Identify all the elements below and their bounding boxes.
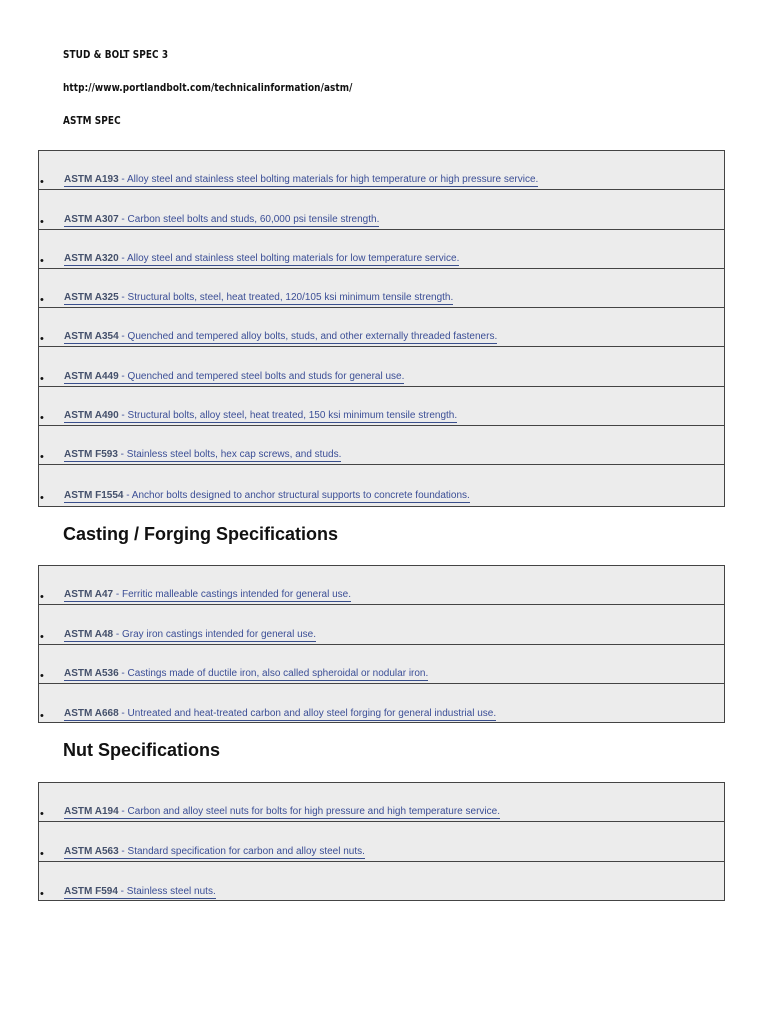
spec-code: ASTM A354 <box>64 331 119 343</box>
spec-link[interactable] <box>64 490 470 503</box>
spec-description: - Standard specification for carbon and alloy steel nuts. <box>118 845 365 857</box>
table-row <box>39 347 724 386</box>
bullet: • <box>40 669 44 682</box>
spec-link[interactable] <box>64 886 216 899</box>
table-row <box>39 684 724 723</box>
spec-link[interactable] <box>64 708 496 721</box>
table-row <box>39 151 724 190</box>
table-row <box>39 465 724 504</box>
spec-link[interactable] <box>64 410 457 423</box>
spec-code: ASTM F1554 <box>64 489 124 501</box>
bullet: • <box>40 491 44 504</box>
spec-link[interactable] <box>64 371 404 384</box>
table-row <box>39 269 724 308</box>
spec-description: - Carbon steel bolts and studs, 60,000 psi tensile strength. <box>118 213 380 225</box>
nut-spec-table <box>38 782 725 901</box>
spec-description: - Stainless steel nuts. <box>117 885 216 897</box>
spec-code: ASTM A320 <box>64 252 119 264</box>
bullet: • <box>40 887 44 900</box>
bullet: • <box>40 215 44 228</box>
table-row <box>39 645 724 684</box>
table-row <box>39 822 724 861</box>
spec-link[interactable] <box>64 846 365 859</box>
spec-description: - Anchor bolts designed to anchor structural supports to concrete foundations. <box>123 489 470 501</box>
spec-link[interactable] <box>64 253 459 266</box>
bullet: • <box>40 254 44 267</box>
spec-description: - Ferritic malleable castings intended for general use. <box>113 589 351 601</box>
bullet: • <box>40 630 44 643</box>
spec-code: ASTM A536 <box>64 667 119 679</box>
spec-code: ASTM A48 <box>64 628 114 640</box>
spec-description: - Structural bolts, alloy steel, heat treated, 150 ksi minimum tensile strength. <box>118 410 458 422</box>
spec-code: ASTM A490 <box>64 410 119 422</box>
spec-code: ASTM A307 <box>64 213 119 225</box>
spec-description: - Stainless steel bolts, hex cap screws, and studs. <box>117 449 342 461</box>
nut-section-title: Nut Specifications <box>63 740 221 760</box>
spec-link[interactable] <box>64 174 538 187</box>
spec-link[interactable] <box>64 806 500 819</box>
spec-description: - Quenched and tempered alloy bolts, studs, and other externally threaded fasteners. <box>118 331 498 343</box>
spec-description: - Structural bolts, steel, heat treated, 120/105 ksi minimum tensile strength. <box>118 292 454 304</box>
bullet: • <box>40 591 44 604</box>
spec-link[interactable] <box>64 629 316 642</box>
bullet: • <box>40 176 44 189</box>
spec-link[interactable] <box>64 331 497 344</box>
bullet: • <box>40 333 44 346</box>
spec-link[interactable] <box>64 589 351 602</box>
table-row <box>39 566 724 605</box>
spec-description: - Quenched and tempered steel bolts and studs for general use. <box>118 370 405 382</box>
spec-code: ASTM A325 <box>64 292 119 304</box>
spec-link[interactable] <box>64 214 379 227</box>
casting-spec-table <box>38 565 725 723</box>
spec-description: - Untreated and heat-treated carbon and alloy steel forging for general industrial use. <box>118 708 497 720</box>
spec-description: - Gray iron castings intended for general use. <box>113 628 316 640</box>
table-row <box>39 605 724 644</box>
bullet: • <box>40 372 44 385</box>
spec-code: ASTM A193 <box>64 174 119 186</box>
spec-code: ASTM F594 <box>64 885 118 897</box>
spec-link[interactable] <box>64 449 341 462</box>
table-row <box>39 230 724 269</box>
table-row <box>39 387 724 426</box>
table-row <box>39 308 724 347</box>
table-row <box>39 426 724 465</box>
spec-code: ASTM A47 <box>64 589 114 601</box>
bullet: • <box>40 294 44 307</box>
spec-description: - Carbon and alloy steel nuts for bolts for high pressure and high temperature service. <box>118 806 500 818</box>
bullet: • <box>40 847 44 860</box>
bullet: • <box>40 451 44 464</box>
spec-link[interactable] <box>64 668 428 681</box>
bolt-spec-table <box>38 150 725 507</box>
spec-description: - Castings made of ductile iron, also called spheroidal or nodular iron. <box>118 667 429 679</box>
spec-description: - Alloy steel and stainless steel bolting materials for low temperature service. <box>118 252 460 264</box>
spec-description: - Alloy steel and stainless steel bolting materials for high temperature or high pressure service. <box>118 174 539 186</box>
table-row <box>39 190 724 229</box>
spec-code: ASTM A194 <box>64 806 119 818</box>
spec-code: ASTM A668 <box>64 708 119 720</box>
spec-link[interactable] <box>64 292 453 305</box>
bullet: • <box>40 808 44 821</box>
doc-title: STUD & BOLT SPEC 3 <box>63 48 169 61</box>
table-row <box>39 783 724 822</box>
spec-code: ASTM A563 <box>64 845 119 857</box>
astm-spec-heading: ASTM SPEC <box>63 114 121 127</box>
spec-code: ASTM A449 <box>64 370 119 382</box>
spec-code: ASTM F593 <box>64 449 118 461</box>
bullet: • <box>40 412 44 425</box>
casting-section-title: Casting / Forging Specifications <box>63 524 339 544</box>
source-url[interactable]: http://www.portlandbolt.com/technicalinformation/astm/ <box>63 81 353 94</box>
bullet: • <box>40 710 44 723</box>
table-row <box>39 862 724 901</box>
